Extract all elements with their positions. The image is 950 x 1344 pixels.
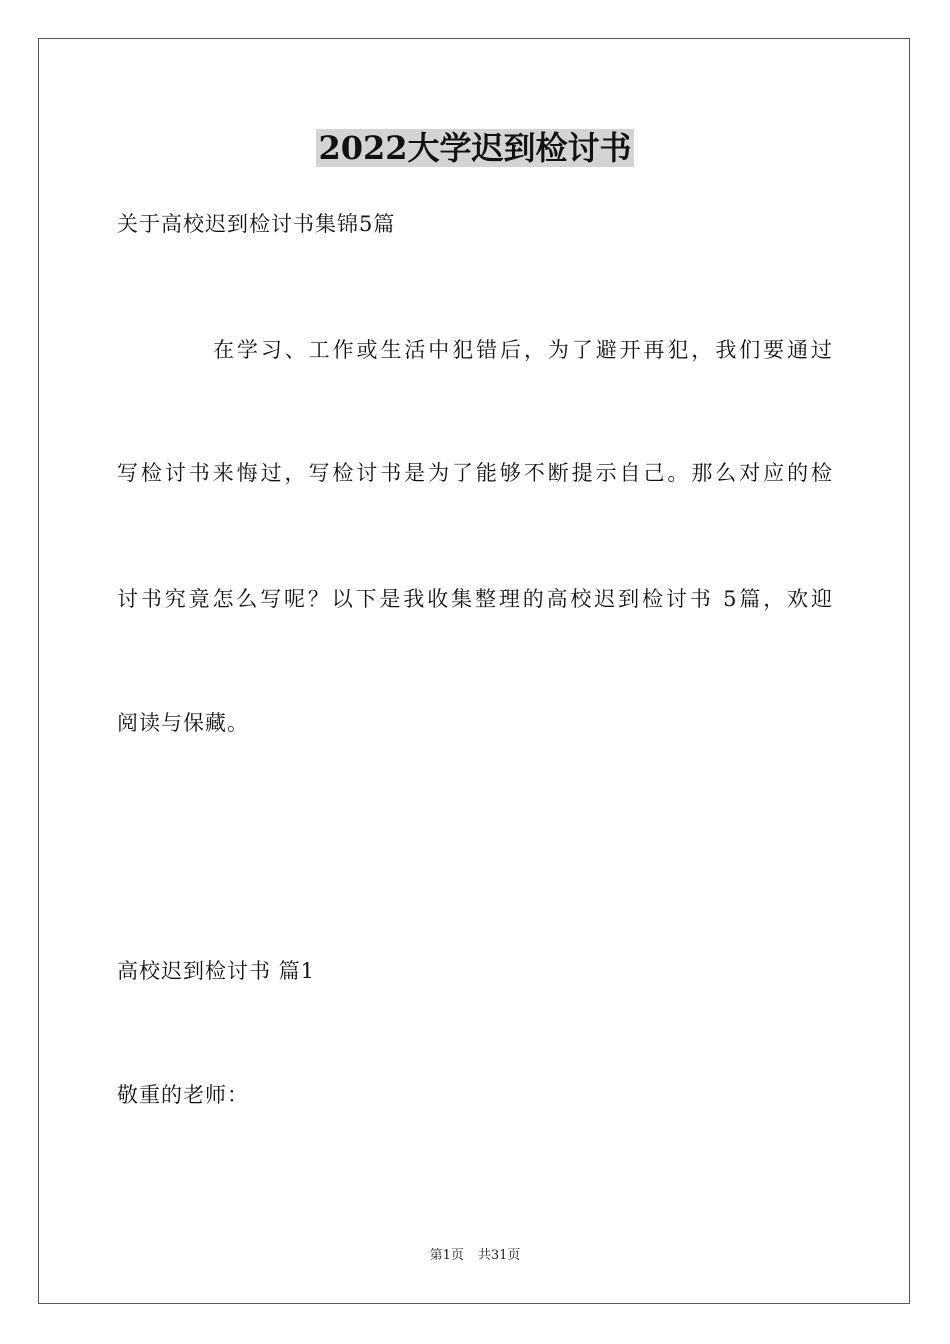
document-title (0, 126, 950, 170)
intro-paragraph-line-4: 阅读与保藏。 (117, 711, 249, 735)
page-number: 第1页 (429, 1248, 464, 1263)
section-heading: 高校迟到检讨书 篇1 (117, 959, 316, 983)
page-total: 共31页 (477, 1248, 521, 1263)
page-footer (0, 1247, 950, 1265)
salutation: 敬重的老师： (117, 1083, 249, 1107)
intro-paragraph-line-1: 在学习、工作或生活中犯错后，为了避开再犯，我们要通过 (213, 338, 833, 362)
intro-paragraph-line-2: 写检讨书来悔过，写检讨书是为了能够不断提示自己。那么对应的检 (117, 461, 833, 485)
intro-paragraph-line-3: 讨书究竟怎么写呢？以下是我收集整理的高校迟到检讨书 5篇，欢迎 (117, 587, 833, 611)
document-subtitle: 关于高校迟到检讨书集锦5篇 (117, 212, 396, 236)
document-title-text: 2022大学迟到检讨书 (318, 129, 632, 167)
